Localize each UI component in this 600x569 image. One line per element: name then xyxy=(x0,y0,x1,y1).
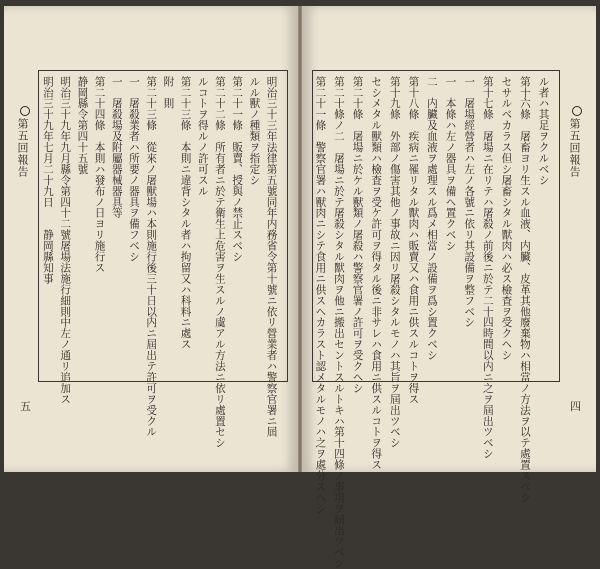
text-column: 明治三十三年法律第五號同年内務省令第十號ニ依リ營業者ハ警察官署ニ屆 xyxy=(265,76,278,438)
text-column: 明治三十九年七月二十九日 静岡縣知事 xyxy=(41,76,54,285)
text-column: 二 内臟及血液ヲ處理スル爲メ相當ノ設備ヲ爲シ置クベシ xyxy=(425,76,438,361)
text-column: 第二十四條 本則ハ發布ノ日ヨリ施行ス xyxy=(93,76,106,274)
text-column: 第二十三條 從來ノ屠獸場ハ本則施行後三十日以内ニ屆出テ許可ヲ受クル xyxy=(145,76,158,438)
text-column: 静岡縣令第四十五號 xyxy=(76,76,89,175)
right-page-number: 四 xyxy=(570,400,581,413)
right-page xyxy=(302,6,596,569)
text-column: セシメタル獸類ハ檢査ヲ受ケ許可ヲ得タル後ニ非サレハ食用ニ供スルコトヲ得ス xyxy=(370,76,383,471)
right-page-header: 第五回報告 xyxy=(566,106,582,178)
text-column: 一 屠場經營者ハ左ノ各號ニ依リ其設備ヲ整フベシ xyxy=(463,76,476,328)
left-page xyxy=(4,6,298,472)
text-column: 第二十條 屠場ニ於ケル獸類ノ屠殺ハ警察官署ノ許可ヲ受クヘシ xyxy=(351,76,364,394)
left-page-number: 五 xyxy=(20,400,31,413)
text-column: ルル獸ノ種類ヲ指定シ xyxy=(248,76,261,186)
left-page-header: 第五回報告 xyxy=(14,106,30,178)
text-column: 第二十一條 警察官署ハ獸肉ニシテ食用ニ供スヘカラスト認メタルモノハ之ヲ處分スヘシ xyxy=(314,76,327,514)
text-column: 第十九條 外部ノ傷害其他ノ事故ニ因リ屠殺シタルモノハ其旨ヲ屆出ツベシ xyxy=(388,76,401,449)
text-column: 第二十三條 本則ニ違背シタル者ハ拘留又ハ科料ニ處ス xyxy=(179,76,192,350)
circle-mark-icon xyxy=(572,106,582,116)
text-column: 第十七條 屠場ニ在リテハ屠殺ノ前後ニ於テ二十四時間以内ニ之ヲ屆出ツベシ xyxy=(481,76,494,460)
text-column: 附 則 xyxy=(162,76,175,109)
circle-mark-icon xyxy=(20,106,30,116)
text-column: 一 屠殺場及附屬器械器具等 xyxy=(110,76,123,219)
text-column: 第二十一條 販賣、授與ノ禁止スベシ xyxy=(231,76,244,263)
text-column: セサルベカラス但シ屠畜シタル獸肉ハ必ス檢査ヲ受クヘシ xyxy=(500,76,513,361)
text-column: 第十六條 屠畜ヨリ生スル血液、内臟、皮革其他廢棄物ハ相當ノ方法ヲ以テ處置スベシ xyxy=(518,76,531,504)
text-column: 第十八條 疾病ニ罹リタル獸肉ハ販賣又ハ食用ニ供スルコトヲ得ス xyxy=(407,76,420,405)
text-column: 明治三十九年九月縣令第四十二號屠場法施行細則中左ノ通リ追加ス xyxy=(59,76,72,405)
text-column: 一 本條ハ左ノ器具ヲ備ヘ置クベシ xyxy=(444,76,457,252)
text-column: 第二十二條 所有者ニ於テ衛生上危害ヲ生スルノ虞アル方法ニ依リ處置セシ xyxy=(213,76,226,449)
text-column: 第二十條ノ二 屠場ニ於テ屠殺シタル獸肉ヲ他ニ搬出セントスルトキハ第十四條ノ事項ヲ屆出ツベシ xyxy=(332,76,345,569)
text-column: ルコトヲ得ルノ許可スル xyxy=(196,76,209,197)
text-column: 一 屠殺業者ハ所要ノ器具ヲ備フベシ xyxy=(127,76,140,263)
text-column: ル者ハ其足ヲクルベシ xyxy=(537,76,550,186)
